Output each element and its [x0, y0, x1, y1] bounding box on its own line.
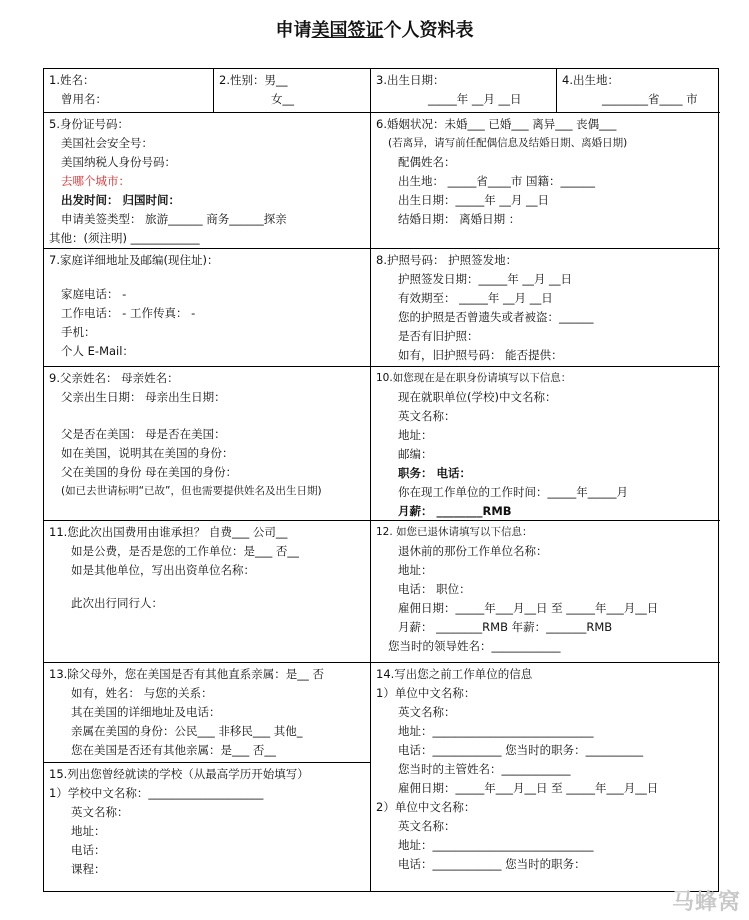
cell-current-employment[interactable]: 10.如您现在是在职身份请填写以下信息： 现在就职单位(学校)中文名称： 英文名称： 地址： 邮编： 职务： 电话： 你在现工作单位的工作时间：_____年_____月 月薪： ________RMB: [371, 367, 720, 521]
cell-marital-status[interactable]: 6.婚姻状况：未婚___ 已婚___ 离异___ 丧偶___ (若离异，请写前任配偶信息及结婚日期、离婚日期) 配偶姓名： 出生地： _____省____市 国籍：______ 出生日期：_____年 __月 __日 结婚日期： 离婚日期 ：: [371, 113, 720, 249]
cell-birth-place[interactable]: 4.出生地： ________省____ 市: [557, 69, 720, 113]
cell-retired[interactable]: 12. 如您已退休请填写以下信息： 退休前的那份工作单位名称： 地址： 电话： 职位： 雇佣日期：_____年___月__日 至 _____年___月__日 月薪： ________RMB 年薪：_______RMB 您当时的领导姓名：____________: [371, 521, 720, 663]
cell-home-address[interactable]: 7.家庭详细地址及邮编(现住址)： 家庭电话： - 工作电话： - 工作传真： - 手机： 个人 E-Mail：: [44, 249, 371, 367]
cell-birth-date[interactable]: 3.出生日期： _____年 __月 __日: [371, 69, 557, 113]
cell-parents[interactable]: 9.父亲姓名： 母亲姓名： 父亲出生日期： 母亲出生日期： 父是否在美国： 母是否在美国： 如在美国，说明其在美国的身份： 父在美国的身份 母在美国的身份： (如已去世请标明“已故”，但也需要提供姓名及出生日期): [44, 367, 371, 521]
cell-passport[interactable]: 8.护照号码： 护照签发地： 护照签发日期：_____年 __月 __日 有效期至： _____年 __月 __日 您的护照是否曾遗失或者被盗：______ 是否有旧护照： 如有，旧护照号码： 能否提供：: [371, 249, 720, 367]
used-name-label: 曾用名：: [61, 92, 107, 106]
cell-schools[interactable]: 15.列出您曾经就读的学校（从最高学历开始填写） 1）学校中文名称：____________________ 英文名称： 地址： 电话： 课程：: [44, 763, 371, 891]
cell-id-info[interactable]: 5.身份证号码： 美国社会安全号： 美国纳税人身份号码： 去哪个城市： 出发时间： 归国时间： 申请美签类型： 旅游______ 商务______探亲 其他：(须注明) ____________: [44, 113, 371, 249]
form-title: 申请美国签证个人资料表: [275, 20, 474, 41]
cell-expenses[interactable]: 11.您此次出国费用由谁承担？ 自费___ 公司__ 如是公费，是否是您的工作单位：是___ 否__ 如是其他单位，写出出资单位名称： 此次出行同行人：: [44, 521, 371, 663]
cell-name[interactable]: 1.姓名： 曾用名：: [44, 69, 214, 113]
visa-form-table: [43, 68, 719, 892]
cell-gender[interactable]: 2.性别：男__ 女__: [214, 69, 371, 113]
destination-city-label: 去哪个城市：: [61, 174, 130, 188]
cell-relatives[interactable]: 13.除父母外，您在美国是否有其他直系亲属：是__ 否 如有，姓名： 与您的关系： 其在美国的详细地址及电话： 亲属在美国的身份：公民___ 非移民___ 其他_ 您在美国是否还有其他亲属：是___ 否__: [44, 663, 371, 763]
cell-previous-employers[interactable]: 14.写出您之前工作单位的信息 1）单位中文名称： 英文名称： 地址：____________________________ 电话：____________ 您当时的职务：__________ 您当时的主管姓名：____________ 雇佣日期：_____年___月__日 至 _____年___月__日 2）单位中文名称： 英文名称： 地址：____________________________ 电话：____________ 您当时的职务：: [376, 667, 659, 871]
watermark-logo: 马蜂窝: [671, 890, 741, 915]
